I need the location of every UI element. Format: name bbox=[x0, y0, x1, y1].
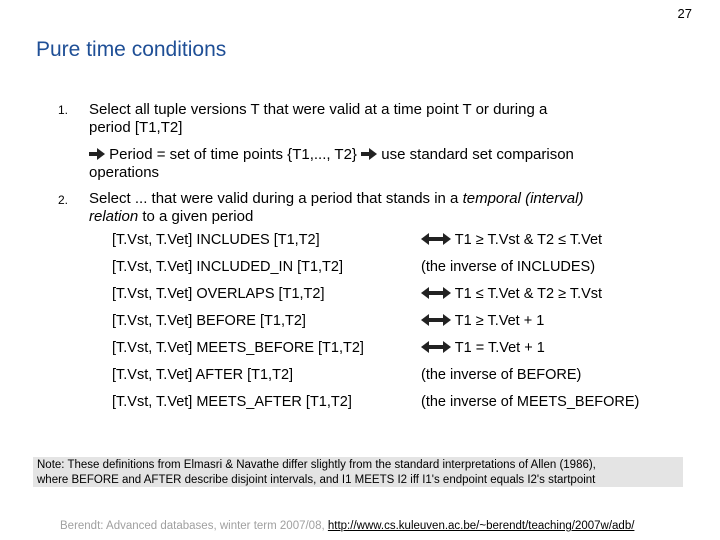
relation-name: [T.Vst, T.Vet] OVERLAPS [T1,T2] bbox=[112, 286, 325, 302]
double-arrow-icon bbox=[421, 233, 451, 245]
page-number: 27 bbox=[677, 6, 692, 21]
relation-name: [T.Vst, T.Vet] MEETS_BEFORE [T1,T2] bbox=[112, 340, 364, 356]
relation-name: [T.Vst, T.Vet] INCLUDES [T1,T2] bbox=[112, 232, 320, 248]
slide-title: Pure time conditions bbox=[36, 38, 227, 61]
relation-definition bbox=[421, 286, 602, 302]
item1-sub-line bbox=[89, 146, 574, 164]
item2-line1 bbox=[89, 190, 583, 208]
list-number-1: 1. bbox=[58, 103, 69, 117]
right-arrow-icon bbox=[361, 148, 377, 160]
footer-link[interactable]: http://www.cs.kuleuven.ac.be/~berendt/teaching/2007w/adb/ bbox=[327, 520, 635, 532]
item2-em1: temporal (interval) bbox=[462, 190, 584, 207]
note-line1: Note: These definitions from Elmasri & Navathe differ slightly from the standard interpretations of Allen (1986), bbox=[37, 459, 596, 471]
relation-definition bbox=[421, 313, 544, 329]
relation-name: [T.Vst, T.Vet] AFTER [T1,T2] bbox=[112, 367, 294, 383]
item1-sub-text: Period = set of time points {T1,..., T2} bbox=[109, 146, 357, 163]
item1-line2: period [T1,T2] bbox=[89, 119, 183, 136]
relation-definition bbox=[421, 367, 581, 383]
relation-definition-text: T1 = T.Vet + 1 bbox=[454, 340, 545, 356]
double-arrow-icon bbox=[421, 287, 451, 299]
relation-definition-text: (the inverse of MEETS_BEFORE) bbox=[421, 394, 640, 410]
item2-post: to a given period bbox=[138, 208, 254, 225]
right-arrow-icon bbox=[89, 148, 105, 160]
double-arrow-icon bbox=[421, 341, 451, 353]
item1-line1: Select all tuple versions T that were valid at a time point T or during a bbox=[89, 101, 548, 118]
item1-sub-text-2: use standard set comparison bbox=[381, 146, 574, 163]
relation-definition-text: T1 ≥ T.Vet + 1 bbox=[454, 313, 545, 329]
relation-definition-text: (the inverse of BEFORE) bbox=[421, 367, 582, 383]
item2-pre: Select ... that were valid during a period that stands in a bbox=[89, 190, 463, 207]
footer-text: Berendt: Advanced databases, winter term 2007/08, bbox=[60, 520, 328, 532]
note-box bbox=[33, 457, 683, 487]
relation-definition bbox=[421, 394, 639, 410]
relation-definition-text: (the inverse of INCLUDES) bbox=[421, 259, 596, 275]
item1-sub-line2: operations bbox=[89, 164, 160, 181]
footer bbox=[60, 520, 634, 532]
relation-definition-text: T1 ≤ T.Vet & T2 ≥ T.Vst bbox=[454, 286, 603, 302]
relation-name: [T.Vst, T.Vet] MEETS_AFTER [T1,T2] bbox=[112, 394, 352, 410]
note-line2: where BEFORE and AFTER describe disjoint intervals, and I1 MEETS I2 iff I1's endpoint equals I2's startpoint bbox=[37, 473, 596, 486]
item2-em2: relation bbox=[89, 208, 139, 225]
relation-definition bbox=[421, 232, 602, 248]
list-number-2: 2. bbox=[58, 193, 69, 207]
relation-name: [T.Vst, T.Vet] BEFORE [T1,T2] bbox=[112, 313, 306, 329]
relation-definition-text: T1 ≥ T.Vst & T2 ≤ T.Vet bbox=[454, 232, 603, 248]
relation-definition bbox=[421, 340, 545, 356]
item2-line2 bbox=[89, 208, 253, 226]
relation-definition bbox=[421, 259, 595, 275]
double-arrow-icon bbox=[421, 314, 451, 326]
relation-name: [T.Vst, T.Vet] INCLUDED_IN [T1,T2] bbox=[112, 259, 343, 275]
